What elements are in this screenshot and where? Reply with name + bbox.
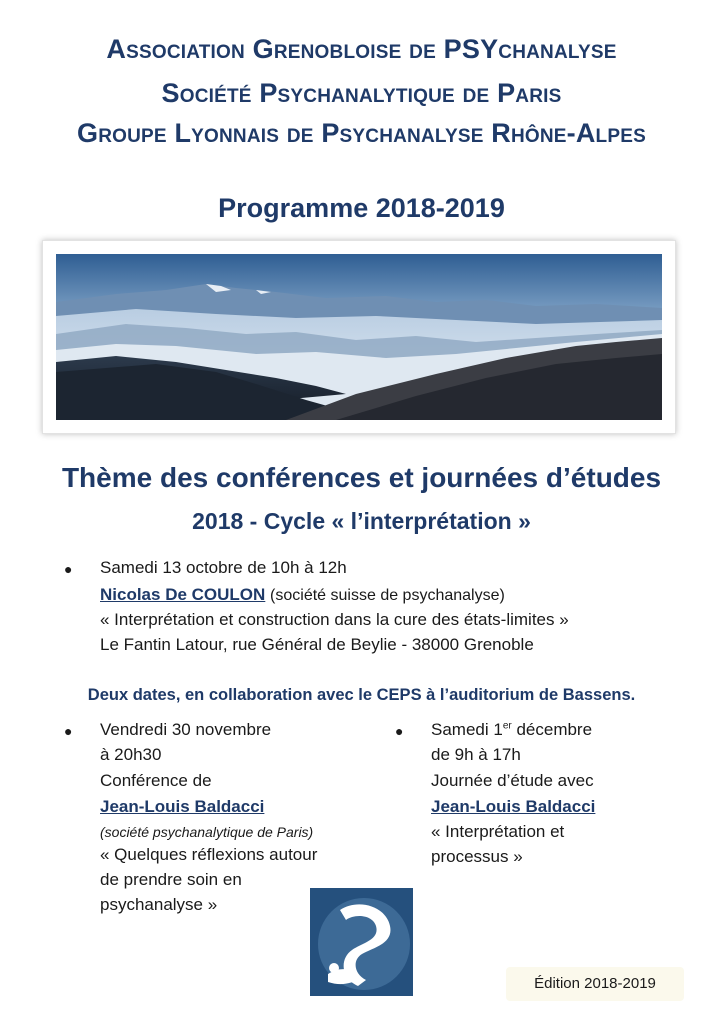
org-title-glp: Groupe Lyonnais de Psychanalyse Rhône-Alpes (77, 118, 646, 148)
bullet-icon: ● (64, 723, 73, 739)
event1-speaker-line (100, 585, 505, 605)
event2-affiliation: (société psychanalytique de Paris) (100, 824, 314, 840)
event3-date-sup: er (502, 720, 512, 732)
event2-title-3: psychanalyse » (100, 895, 218, 914)
event1-speaker: Nicolas De COULON (100, 585, 266, 604)
event3-date-prefix: Samedi 1 (431, 720, 503, 739)
edition-label: Édition 2018-2019 (534, 975, 656, 992)
org-title-agp: Association Grenobloise de PSYchanalyse (106, 34, 617, 64)
landscape-photo-frame (42, 240, 676, 434)
event2-speaker: Jean-Louis Baldacci (100, 797, 265, 816)
event3-kind: Journée d’étude avec (431, 771, 594, 790)
event3-title-1: « Interprétation et (431, 822, 565, 841)
event2-title-1: « Quelques réflexions autour (100, 845, 318, 864)
event2-speaker-line (100, 797, 264, 817)
event3-date (431, 720, 592, 740)
event3-date-suffix: décembre (511, 720, 593, 739)
cycle-subtitle: 2018 - Cycle « l’interprétation » (192, 508, 531, 534)
event1-affiliation: (société suisse de psychanalyse) (270, 587, 505, 604)
bullet-icon: ● (395, 723, 404, 739)
theme-title: Thème des conférences et journées d’études (61, 462, 662, 493)
event2-title-2: de prendre soin en (100, 870, 242, 889)
event3-time: de 9h à 17h (431, 745, 521, 764)
event3-title-2: processus » (431, 847, 523, 866)
event1-title: « Interprétation et construction dans la cure des états-limites » (100, 610, 569, 629)
landscape-photo (56, 254, 662, 420)
event3-speaker: Jean-Louis Baldacci (431, 797, 596, 816)
bullet-icon: ● (64, 561, 73, 577)
event1-venue: Le Fantin Latour, rue Général de Beylie - 38000 Grenoble (100, 635, 534, 654)
event2-time: à 20h30 (100, 745, 162, 764)
event1-date: Samedi 13 octobre de 10h à 12h (100, 558, 347, 577)
edition-box (506, 967, 684, 1001)
event2-kind: Conférence de (100, 771, 212, 790)
collaboration-note: Deux dates, en collaboration avec le CEPS à l’auditorium de Bassens. (87, 686, 636, 704)
org-title-spp: Société Psychanalytique de Paris (161, 78, 562, 108)
event3-speaker-line (431, 797, 595, 817)
psychanalysis-logo-icon (310, 888, 413, 996)
event2-date: Vendredi 30 novembre (100, 720, 272, 739)
programme-title: Programme 2018-2019 (218, 193, 505, 223)
